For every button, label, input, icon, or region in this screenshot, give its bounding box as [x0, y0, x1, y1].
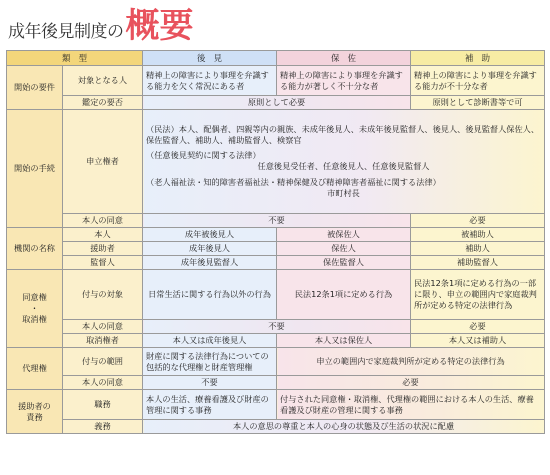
cell-kantei-hojo: 原則として診断書等で可 — [411, 96, 545, 110]
cell-scope-kouken: 財産に関する法律行為についての包括的な代理権と財産管理権 — [143, 348, 277, 376]
cell-cancel-hojo: 本人又は補助人 — [411, 334, 545, 348]
cell-cancel-hosa: 本人又は保佐人 — [277, 334, 411, 348]
group-consent-right-b: 取消権 — [22, 314, 47, 324]
applicants-civil: （民法）本人、配偶者、四親等内の親族、未成年後見人、未成年後見監督人、後見人、後見監督人保佐人、保佐監督人、補助人、補助監督人、検察官 — [146, 124, 540, 145]
table-row — [7, 110, 545, 214]
cell-helper-kouken: 成年後見人 — [143, 242, 277, 256]
table-row — [7, 228, 545, 242]
cell-consent-start-hojo: 必要 — [411, 214, 545, 228]
table-row — [7, 66, 545, 96]
title-main: 概要 — [125, 6, 194, 46]
label-supervisor: 監督人 — [63, 256, 143, 270]
cell-supervisor-hojo: 補助監督人 — [411, 256, 545, 270]
table-row — [7, 420, 545, 434]
label-cancel: 取消権者 — [63, 334, 143, 348]
cell-target-kouken: 精神上の障害により事理を弁識する能力を欠く常況にある者 — [143, 66, 277, 96]
group-duties — [7, 390, 63, 434]
cell-honnin-kouken: 成年被後見人 — [143, 228, 277, 242]
cell-grant-kouken: 日常生活に関する行為以外の行為 — [143, 270, 277, 320]
cell-consent-start-kh: 不要 — [143, 214, 411, 228]
header-type: 類 型 — [7, 51, 143, 66]
cell-cancel-kouken: 本人又は成年後見人 — [143, 334, 277, 348]
cell-scope-hh: 申立の範囲内で家庭裁判所が定める特定の法律行為 — [277, 348, 545, 376]
cell-consent-agency-hh: 必要 — [277, 376, 545, 390]
table-row — [7, 334, 545, 348]
label-consent-cr: 本人の同意 — [63, 320, 143, 334]
label-applicant: 申立権者 — [63, 110, 143, 214]
applicants-nin-head: （任意後見契約に関する法律） — [146, 150, 261, 160]
table-row — [7, 376, 545, 390]
cell-duty-kouken: 本人の生活、療養看護及び財産の管理に関する事務 — [143, 390, 277, 420]
cell-consent-cr-hojo: 必要 — [411, 320, 545, 334]
title-prefix: 成年後見制度の — [8, 22, 124, 42]
table-row — [7, 270, 545, 320]
cell-target-hosa: 精神上の障害により事理を弁識する能力が著しく不十分な者 — [277, 66, 411, 96]
group-duties-b: 責務 — [26, 411, 43, 422]
group-consent-right-dot: ・ — [30, 303, 39, 313]
applicants-welfare-head: （老人福祉法・知的障害者福祉法・精神保健及び精神障害者福祉に関する法律） — [146, 177, 441, 187]
table-row — [7, 320, 545, 334]
label-scope: 付与の範囲 — [63, 348, 143, 376]
header-kouken: 後 見 — [143, 51, 277, 66]
header-hosa: 保 佐 — [277, 51, 411, 66]
overview-table — [6, 50, 545, 434]
cell-honnin-hosa: 被保佐人 — [277, 228, 411, 242]
group-consent-right-a: 同意権 — [22, 292, 47, 302]
label-consent-start: 本人の同意 — [63, 214, 143, 228]
cell-applicants — [143, 110, 545, 214]
label-honnin: 本人 — [63, 228, 143, 242]
cell-kantei-kh: 原則として必要 — [143, 96, 411, 110]
group-start-req: 開始の要件 — [7, 66, 63, 110]
label-kantei: 鑑定の要否 — [63, 96, 143, 110]
label-duty: 職務 — [63, 390, 143, 420]
group-duties-a: 援助者の — [18, 400, 51, 411]
group-agency: 代理権 — [7, 348, 63, 390]
page-title — [8, 6, 194, 46]
cell-honnin-hojo: 被補助人 — [411, 228, 545, 242]
label-obligation: 義務 — [63, 420, 143, 434]
header-row — [7, 51, 545, 66]
header-hojo: 補 助 — [411, 51, 545, 66]
label-helper: 援助者 — [63, 242, 143, 256]
cell-duty-hh: 付与された同意権・取消権、代理権の範囲における本人の生活、療養看護及び財産の管理に関する事務 — [277, 390, 545, 420]
cell-helper-hosa: 保佐人 — [277, 242, 411, 256]
cell-obligation: 本人の意思の尊重と本人の心身の状態及び生活の状況に配慮 — [143, 420, 545, 434]
applicants-nin-body: 任意後見受任者、任意後見人、任意後見監督人 — [257, 161, 430, 171]
group-start-proc: 開始の手続 — [7, 110, 63, 228]
cell-supervisor-kouken: 成年後見監督人 — [143, 256, 277, 270]
label-consent-agency: 本人の同意 — [63, 376, 143, 390]
cell-target-hojo: 精神上の障害により事理を弁識する能力が不十分な者 — [411, 66, 545, 96]
cell-helper-hojo: 補助人 — [411, 242, 545, 256]
label-grant-target: 付与の対象 — [63, 270, 143, 320]
table-row — [7, 390, 545, 420]
cell-grant-hosa: 民法12条1項に定める行為 — [277, 270, 411, 320]
applicants-welfare-body: 市町村長 — [327, 188, 360, 198]
cell-consent-cr-kh: 不要 — [143, 320, 411, 334]
cell-consent-agency-kouken: 不要 — [143, 376, 277, 390]
table-row — [7, 348, 545, 376]
group-consent-right — [7, 270, 63, 348]
group-names: 機関の名称 — [7, 228, 63, 270]
cell-grant-hojo: 民法12条1項に定める行為の一部に限り、申立の範囲内で家庭裁判所が定める特定の法律行為 — [411, 270, 545, 320]
table-row — [7, 256, 545, 270]
cell-supervisor-hosa: 保佐監督人 — [277, 256, 411, 270]
table-row — [7, 214, 545, 228]
label-target: 対象となる人 — [63, 66, 143, 96]
table-row — [7, 242, 545, 256]
table-row — [7, 96, 545, 110]
